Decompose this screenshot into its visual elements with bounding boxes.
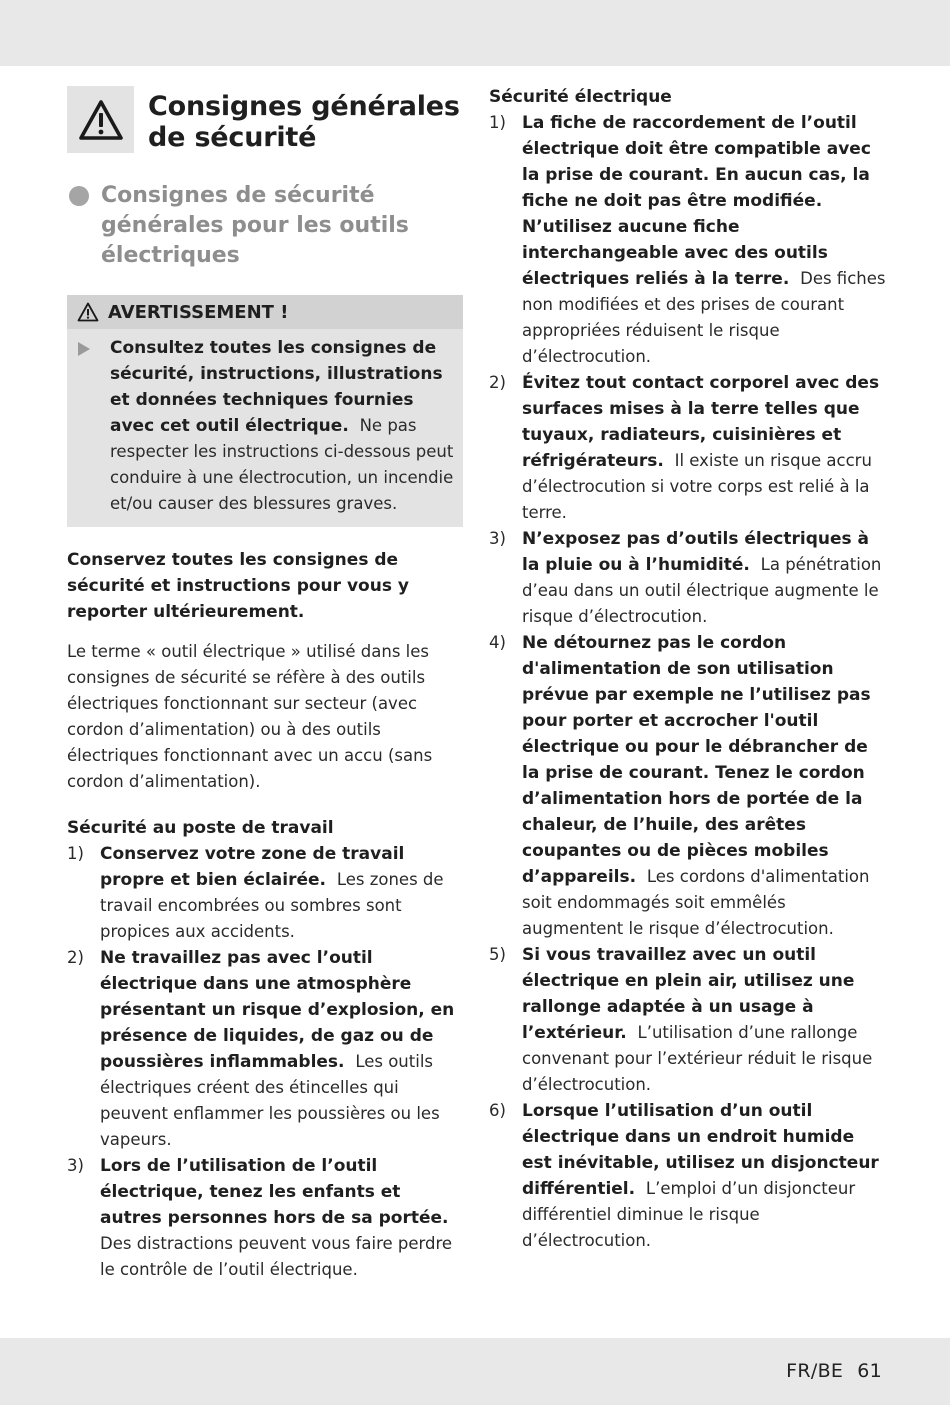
warning-triangle-icon	[67, 86, 134, 153]
warning-normal: Ne pas respecter les instructions ci-dessous peut conduire à une électrocution, un incendie et/ou causer des blessures graves.	[110, 416, 454, 513]
warning-panel	[67, 295, 463, 527]
item-bold: Ne travaillez pas avec l’outil électrique dans une atmosphère présentant un risque d’explosion, en présence de liquides, de gaz ou de poussières inflammables.	[100, 948, 455, 1072]
warning-text	[110, 335, 463, 517]
warning-heading	[67, 295, 463, 329]
item-number: 1)	[489, 113, 506, 132]
item-bold: Ne détournez pas le cordon d'alimentation de son utilisation prévue par exemple ne l’utilisez pas pour porter et accrocher l'outil électrique ou pour le débrancher de la prise de courant. Tenez le cordon d’alimentation hors de portée de la chaleur, de l’huile, des arêtes coupantes ou de pièces mobiles d’appareils.	[522, 633, 871, 887]
list-item	[489, 630, 889, 942]
electrical-list	[489, 110, 889, 1254]
subtitle-row	[67, 181, 463, 271]
warning-small-icon	[77, 302, 99, 322]
item-number: 6)	[489, 1101, 506, 1120]
keep-notice: Conservez toutes les consignes de sécurité et instructions pour vous y reporter ultérieurement.	[67, 550, 409, 622]
list-item	[489, 526, 889, 630]
item-bold: Si vous travaillez avec un outil électrique en plein air, utilisez une rallonge adaptée à un usage à l’extérieur.	[522, 945, 855, 1043]
list-item	[489, 1098, 889, 1254]
item-bold: Évitez tout contact corporel avec des surfaces mises à la terre telles que tuyaux, radiateurs, cuisinières et réfrigérateurs.	[522, 373, 880, 471]
header-band	[0, 0, 950, 66]
item-normal: La pénétration d’eau dans un outil électrique augmente le risque d’électrocution.	[522, 555, 882, 626]
item-number: 3)	[67, 1156, 84, 1175]
page-number: 61	[857, 1360, 882, 1382]
warning-bold: Consultez toutes les consignes de sécurité, instructions, illustrations et données techniques fournies avec cet outil électrique.	[110, 338, 443, 436]
workplace-heading: Sécurité au poste de travail	[67, 818, 334, 838]
left-column	[67, 86, 463, 1283]
item-number: 2)	[67, 948, 84, 967]
page-title: Consignes générales de sécurité	[148, 91, 460, 153]
arrow-bullet-icon	[67, 335, 110, 517]
list-item	[489, 942, 889, 1098]
item-normal: L’emploi d’un disjoncteur différentiel diminue le risque d’électrocution.	[522, 1179, 856, 1250]
item-normal: Des distractions peuvent vous faire perdre le contrôle de l’outil électrique.	[100, 1234, 453, 1279]
item-bold: N’exposez pas d’outils électriques à la pluie ou à l’humidité.	[522, 529, 870, 575]
title-row	[67, 86, 463, 153]
list-item	[489, 110, 889, 370]
item-bold: Lors de l’utilisation de l’outil électrique, tenez les enfants et autres personnes hors de sa portée.	[100, 1156, 449, 1228]
workplace-list	[67, 841, 463, 1283]
intro-paragraph: Le terme « outil électrique » utilisé dans les consignes de sécurité se réfère à des outils électriques fonctionnant sur secteur (avec cordon d’alimentation) ou à des outils électriques fonctionnant avec un accu (sans cordon d’alimentation).	[67, 642, 433, 791]
item-number: 4)	[489, 633, 506, 652]
item-bold: Conservez votre zone de travail propre et bien éclairée.	[100, 844, 405, 890]
item-bold: Lorsque l’utilisation d’un outil électrique dans un endroit humide est inévitable, utilisez un disjoncteur différentiel.	[522, 1101, 879, 1199]
right-column	[489, 84, 889, 1254]
item-normal: Des fiches non modifiées et des prises de courant appropriées réduisent le risque d’électrocution.	[522, 269, 886, 366]
list-item	[67, 945, 463, 1153]
list-item	[67, 841, 463, 945]
item-normal: Les outils électriques créent des étincelles qui peuvent enflammer les poussières ou les vapeurs.	[100, 1052, 440, 1149]
list-item	[489, 370, 889, 526]
footer	[786, 1360, 882, 1382]
list-item	[67, 1153, 463, 1283]
item-bold: La fiche de raccordement de l’outil électrique doit être compatible avec la prise de courant. En aucun cas, la fiche ne doit pas être modifiée. N’utilisez aucune fiche interchangeable avec des outils électriques reliés à la terre.	[522, 113, 871, 289]
item-number: 5)	[489, 945, 506, 964]
item-number: 3)	[489, 529, 506, 548]
warning-heading-text: AVERTISSEMENT !	[108, 301, 289, 323]
item-number: 2)	[489, 373, 506, 392]
bullet-dot-icon	[69, 186, 89, 206]
section-subtitle: Consignes de sécurité générales pour les outils électriques	[101, 183, 409, 268]
warning-body	[67, 329, 463, 517]
item-number: 1)	[67, 844, 84, 863]
footer-locale: FR/BE	[786, 1360, 844, 1382]
item-normal: L’utilisation d’une rallonge convenant pour l’extérieur réduit le risque d’électrocution.	[522, 1023, 873, 1094]
item-normal: Les zones de travail encombrées ou sombres sont propices aux accidents.	[100, 870, 444, 941]
item-normal: Il existe un risque accru d’électrocution si votre corps est relié à la terre.	[522, 451, 872, 522]
item-normal: Les cordons d'alimentation soit endommagés soit emmêlés augmentent le risque d’électrocution.	[522, 867, 870, 938]
electrical-heading: Sécurité électrique	[489, 87, 672, 107]
